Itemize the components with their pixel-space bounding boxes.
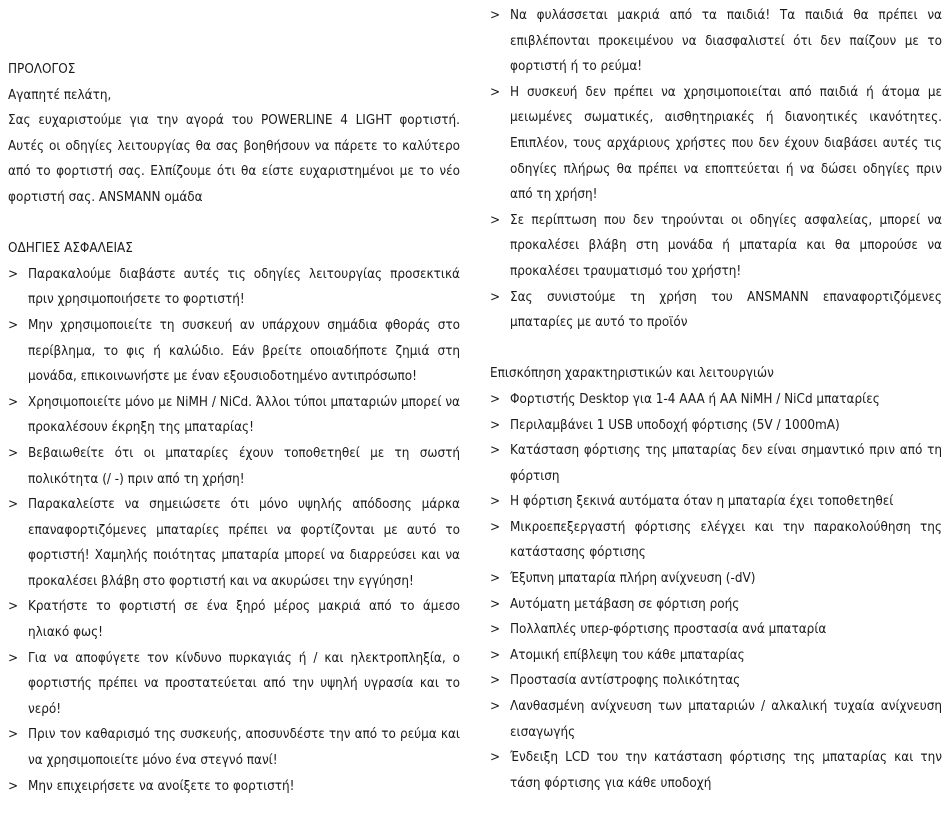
bullet-marker: > (8, 497, 19, 513)
list-item-text: Να φυλάσσεται μακριά από τα παιδιά! Τα παιδιά θα πρέπει να επιβλέπονται προκειμένου να διασφαλιστεί ότι δεν παίζουν με το φορτιστή ή το ρεύμα! (510, 8, 942, 75)
bullet-marker: > (8, 599, 19, 615)
list-item-text: Αυτόματη μετάβαση σε φόρτιση ροής (510, 596, 740, 612)
bullet-marker: > (490, 289, 501, 305)
bullet-marker: > (490, 673, 501, 689)
list-item-text: Παρακαλείστε να σημειώσετε ότι μόνο υψηλής απόδοσης μάρκα επαναφορτιζόμενες μπαταρίες πρέπει να φορτίζονται με αυτό το φορτιστή! Χαμηλής ποιότητας μπαταρία μπορεί να διαρρεύσει και να προκαλέσει βλάβη στο φορτιστή και να ακυρώσει την εγγύηση! (28, 497, 460, 589)
list-item-text: Μικροεπεξεργαστή φόρτισης ελέγχει και την παρακολούθηση της κατάστασης φόρτισης (510, 519, 942, 561)
list-item (490, 643, 942, 669)
list-item-text: Για να αποφύγετε τον κίνδυνο πυρκαγιάς ή / και ηλεκτροπληξία, ο φορτιστής πρέπει να προστατεύεται από την υψηλή υγρασία και το νερό! (28, 650, 460, 717)
list-item (490, 694, 942, 745)
safety-list-continued (490, 3, 942, 336)
bullet-marker: > (490, 443, 501, 459)
list-item-text: Περιλαμβάνει 1 USB υποδοχή φόρτισης (5V / 1000mA) (510, 417, 840, 433)
list-item (490, 387, 942, 413)
list-item-text: Σε περίπτωση που δεν τηρούνται οι οδηγίες ασφαλείας, μπορεί να προκαλέσει βλάβη στη μονάδα ή μπαταρία και θα μπορούσε να προκαλέσει τραυματισμό του χρήστη! (510, 212, 942, 279)
greeting: Αγαπητέ πελάτη, (8, 87, 112, 103)
preface-heading: ΠΡΟΛΟΓΟΣ (8, 62, 76, 77)
bullet-marker: > (490, 84, 501, 100)
bullet-marker: > (490, 417, 501, 433)
bullet-marker: > (490, 750, 501, 766)
list-item (8, 774, 460, 800)
safety-heading: ΟΔΗΓΙΕΣ ΑΣΦΑΛΕΙΑΣ (8, 241, 133, 257)
bullet-marker: > (490, 571, 501, 587)
bullet-marker: > (490, 519, 501, 535)
spacer (490, 336, 942, 362)
bullet-marker: > (490, 699, 501, 715)
list-item (8, 441, 460, 492)
bullet-marker: > (490, 622, 501, 638)
list-item-text: Φορτιστής Desktop για 1-4 AAA ή AA NiMH / NiCd μπαταρίες (510, 391, 880, 407)
list-item (490, 745, 942, 796)
list-item (8, 390, 460, 441)
spacer (8, 211, 460, 237)
list-item-text: Μην επιχειρήσετε να ανοίξετε το φορτιστή! (28, 778, 295, 794)
bullet-marker: > (8, 445, 19, 461)
list-item (8, 646, 460, 723)
bullet-marker: > (490, 212, 501, 228)
bullet-marker: > (8, 727, 19, 743)
list-item (490, 80, 942, 208)
list-item (490, 208, 942, 285)
list-item (490, 668, 942, 694)
list-item-text: Κατάσταση φόρτισης της μπαταρίας δεν είναι σημαντικό πριν από τη φόρτιση (510, 443, 942, 484)
list-item-text: Μην χρησιμοποιείτε τη συσκευή αν υπάρχουν σημάδια φθοράς στο περίβλημα, το φις ή καλώδιο. Εάν βρείτε οποιαδήποτε ζημιά στη μονάδα, επικοινωνήστε με έναν εξουσιοδοτημένο αντιπρόσωπο! (28, 317, 460, 385)
list-item-text: Παρακαλούμε διαβάστε αυτές τις οδηγίες λειτουργίας προσεκτικά πριν χρησιμοποιήσετε το φορτιστή! (28, 266, 460, 308)
list-item-text: Κρατήστε το φορτιστή σε ένα ξηρό μέρος μακριά από το άμεσο ηλιακό φως! (28, 599, 460, 641)
bullet-marker: > (8, 266, 19, 282)
list-item (490, 438, 942, 489)
list-item (490, 592, 942, 618)
list-item-text: Η φόρτιση ξεκινά αυτόματα όταν η μπαταρία έχει τοποθετηθεί (510, 494, 894, 510)
list-item-text: Ατομική επίβλεψη του κάθε μπαταρίας (510, 647, 745, 663)
list-item-text: Έξυπνη μπαταρία πλήρη ανίχνευση (-dV) (510, 571, 756, 587)
list-item (490, 515, 942, 566)
bullet-marker: > (490, 596, 501, 612)
list-item-text: Χρησιμοποιείτε μόνο με NiMH / NiCd. Άλλοι τύποι μπαταριών μπορεί να προκαλέσουν έκρηξη της μπαταρίας! (28, 394, 460, 436)
list-item-text: Πολλαπλές υπερ-φόρτισης προστασία ανά μπαταρία (510, 622, 827, 638)
bullet-marker: > (490, 647, 501, 663)
list-item-text: Πριν τον καθαρισμό της συσκευής, αποσυνδέστε την από το ρεύμα και να χρησιμοποιείτε μόνο ένα στεγνό πανί! (28, 727, 460, 769)
list-item (490, 3, 942, 80)
intro-paragraph: Σας ευχαριστούμε για την αγορά του POWERLINE 4 LIGHT φορτιστή. Αυτές οι οδηγίες λειτουργίας θα σας βοηθήσουν να πάρετε το καλύτερο από το φορτιστή σας. Ελπίζουμε ότι θα είστε ευχαριστημένοι με το νέο φορτιστή σας. ANSMANN ομάδα (8, 113, 460, 205)
list-item (490, 566, 942, 592)
bullet-marker: > (490, 391, 501, 407)
list-item-text: Λανθασμένη ανίχνευση των μπαταριών / αλκαλική τυχαία ανίχνευση εισαγωγής (510, 699, 942, 740)
features-heading: Επισκόπηση χαρακτηριστικών και λειτουργιών (490, 366, 774, 382)
bullet-marker: > (8, 317, 19, 333)
list-item-text: Βεβαιωθείτε ότι οι μπαταρίες έχουν τοποθετηθεί με τη σωστή πολικότητα (/ -) πριν από τη χρήση! (28, 445, 460, 487)
bullet-marker: > (490, 8, 501, 23)
left-column (8, 57, 460, 799)
list-item (490, 617, 942, 643)
list-item (8, 262, 460, 313)
bullet-marker: > (8, 778, 19, 794)
bullet-marker: > (8, 650, 19, 666)
list-item-text: Σας συνιστούμε τη χρήση του ANSMANN επαναφορτιζόμενες μπαταρίες με αυτό το προϊόν (510, 289, 942, 331)
list-item (490, 413, 942, 439)
bullet-marker: > (490, 494, 501, 510)
list-item (8, 722, 460, 773)
list-item (8, 492, 460, 594)
list-item (490, 489, 942, 515)
list-item (8, 313, 460, 390)
right-column (490, 3, 942, 796)
list-item (490, 285, 942, 336)
list-item (8, 594, 460, 645)
safety-list (8, 262, 460, 799)
list-item-text: Η συσκευή δεν πρέπει να χρησιμοποιείται από παιδιά ή άτομα με μειωμένες σωματικές, αισθητηριακές ή διανοητικές ικανότητες. Επιπλέον, τους αρχάριους χρήστες που δεν έχουν διαβάσει αυτές τις οδηγίες πλήρως θα πρέπει να εποπτεύεται ή να δώσει οδηγίες πριν από τη χρήση! (510, 84, 942, 203)
bullet-marker: > (8, 394, 19, 410)
list-item-text: Ένδειξη LCD του την κατάσταση φόρτισης της μπαταρίας και την τάση φόρτισης για κάθε υποδοχή (510, 750, 942, 791)
features-list (490, 387, 942, 797)
list-item-text: Προστασία αντίστροφης πολικότητας (510, 673, 741, 689)
